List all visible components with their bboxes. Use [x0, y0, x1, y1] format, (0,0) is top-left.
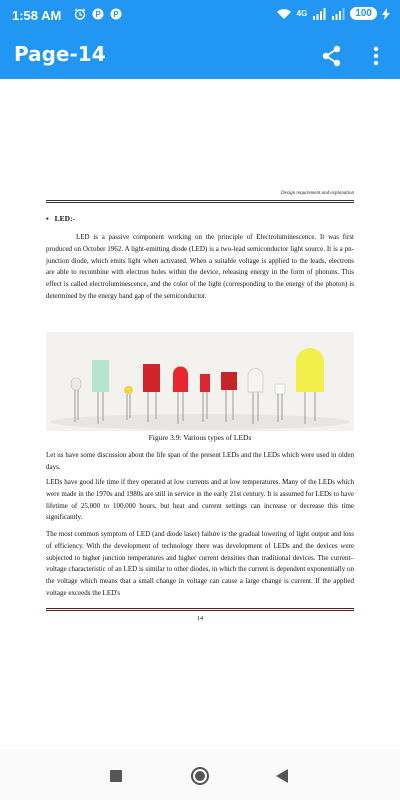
notification-icons [74, 8, 122, 20]
charging-icon [382, 8, 390, 20]
svg-text:P: P [95, 10, 101, 19]
more-vert-icon [364, 42, 388, 70]
footer-rule [46, 608, 354, 611]
led-photo [46, 332, 354, 431]
recents-button[interactable] [110, 770, 122, 782]
share-icon [318, 42, 346, 70]
p-app-icon [92, 8, 104, 20]
svg-text:P: P [113, 10, 119, 19]
network-type: 4G [296, 9, 308, 18]
led-photo-illustration [46, 332, 354, 431]
document-page[interactable] [0, 79, 400, 749]
page-number: 14 [197, 616, 203, 622]
status-time: 1:58 AM [12, 8, 62, 23]
heading-text: LED:- [54, 214, 76, 223]
running-header: Design requirement and explanation [280, 191, 354, 196]
navigation-bar [0, 749, 400, 800]
header-rule [46, 200, 354, 203]
back-button[interactable] [276, 769, 288, 783]
battery-level: 100 [350, 7, 377, 20]
alarm-icon [74, 8, 86, 20]
status-bar [0, 0, 400, 33]
bullet-icon: ▪ [46, 214, 49, 223]
share-button[interactable] [318, 42, 346, 70]
paragraph-failure: The most common symptom of LED (and diode laser) failure is the gradual lowering of light output and loss of efficiency. With the development of technology there was development of LEDs and the devices were subjected to higher junction temperatures and higher current densities than traditional devices. The current–voltage characteristic of an LED is similar to other diodes, in which the current is dependent exponentially on the voltage which means that a small change in voltage can cause a large change is current. If the applied voltage exceeds the LED's [46, 530, 354, 597]
home-button[interactable] [191, 767, 209, 785]
figure-caption: Figure 3.9: Various types of LEDs [148, 433, 252, 442]
section-heading [46, 213, 354, 225]
signal-icon-2 [331, 8, 345, 20]
more-options-button[interactable] [364, 42, 388, 70]
paragraph-led-intro: LED is a passive component working on the principle of Electroluminescence. It was first produced on October 1962. A light-emitting diode (LED) is a two-lead semiconductor light source. It is a pn-junction diode, which emits light when activated. When a suitable voltage is applied to the leads, electrons are able to recombine with electron holes within the device, releasing energy in the form of photons. This effect is called electroluminescence, and the color of the light (corresponding to the energy of the photon) is determined by the energy band gap of the semiconductor. [46, 233, 354, 300]
wifi-icon [276, 8, 292, 20]
page-title: Page-14 [14, 42, 106, 66]
signal-icon [312, 8, 326, 20]
paragraph-lifetime: LEDs have good life time if they operated at low currents and at low temperatures. Many of the LEDs which were made in the 1970s and 1980s are still in service in the early 21st century. It is assumed for LEDs to have lifetime of 25,000 to 100,000 hours, but heat and current settings can increase or decrease this time significantly. [46, 478, 354, 522]
app-bar [0, 33, 400, 79]
system-status-icons [276, 7, 390, 20]
paragraph-lifespan-intro: Let us have some discussion about the life span of the present LEDs and the LEDs which were used in olden days. [46, 451, 354, 471]
p-app-icon-2 [110, 8, 122, 20]
